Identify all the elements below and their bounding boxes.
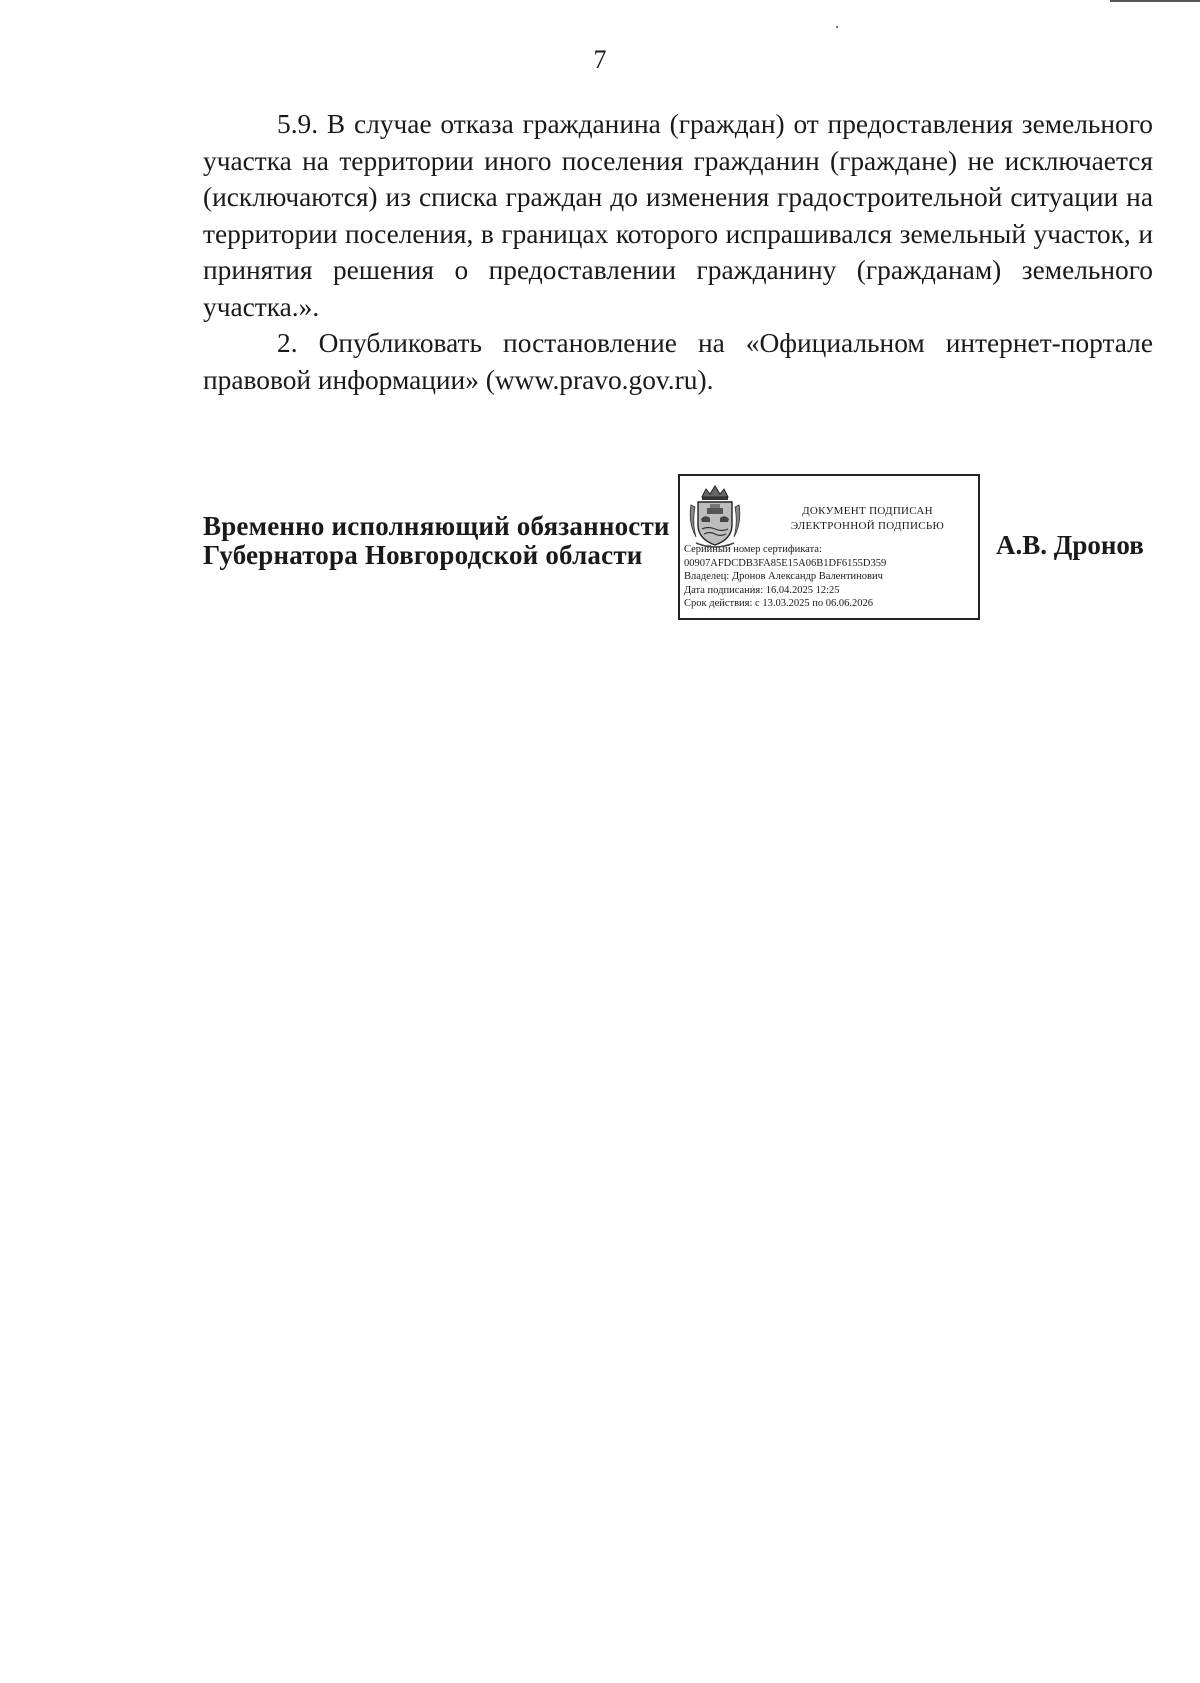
document-body (203, 106, 1153, 398)
novgorod-coat-of-arms-icon (688, 483, 742, 549)
stamp-details (684, 543, 978, 611)
stamp-header-line1: ДОКУМЕНТ ПОДПИСАН (802, 505, 933, 517)
paragraph-5-9: 5.9. В случае отказа гражданина (граждан) от предоставления земельного участка на территории иного поселения гражданин (граждане) не исключается (исключаются) из списка граждан до изменения градостроительной ситуации на территории поселения, в границах которого испрашивался земельный участок, и принятия решения о предоставлении гражданину (гражданам) земельного участка.». (203, 109, 1153, 322)
signer-title-line1: Временно исполняющий обязанности (203, 511, 670, 541)
stamp-owner: Владелец: Дронов Александр Валентинович (684, 571, 883, 582)
signer-title-line2: Губернатора Новгородской области (203, 540, 643, 570)
electronic-signature-stamp (678, 474, 980, 620)
signer-name: А.В. Дронов (996, 530, 1144, 560)
signature-block (0, 474, 1200, 634)
stamp-validity: Срок действия: с 13.03.2025 по 06.06.2026 (684, 598, 873, 609)
page-number: 7 (593, 45, 607, 74)
paragraph-publish: 2. Опубликовать постановление на «Официальном интернет-портале правовой информации» (www.pravo.gov.ru). (203, 328, 1153, 395)
stamp-serial-label: Серийный номер сертификата: (684, 544, 822, 555)
stamp-header (760, 504, 975, 534)
scan-edge-mark (1110, 0, 1200, 2)
stamp-header-line2: ЭЛЕКТРОННОЙ ПОДПИСЬЮ (790, 520, 945, 532)
signer-title (203, 512, 670, 570)
stamp-signed-at: Дата подписания: 16.04.2025 12:25 (684, 584, 840, 596)
scan-speck (836, 26, 838, 28)
stamp-serial-value: 00907AFDCDB3FA85E15A06B1DF6155D359 (684, 557, 887, 569)
